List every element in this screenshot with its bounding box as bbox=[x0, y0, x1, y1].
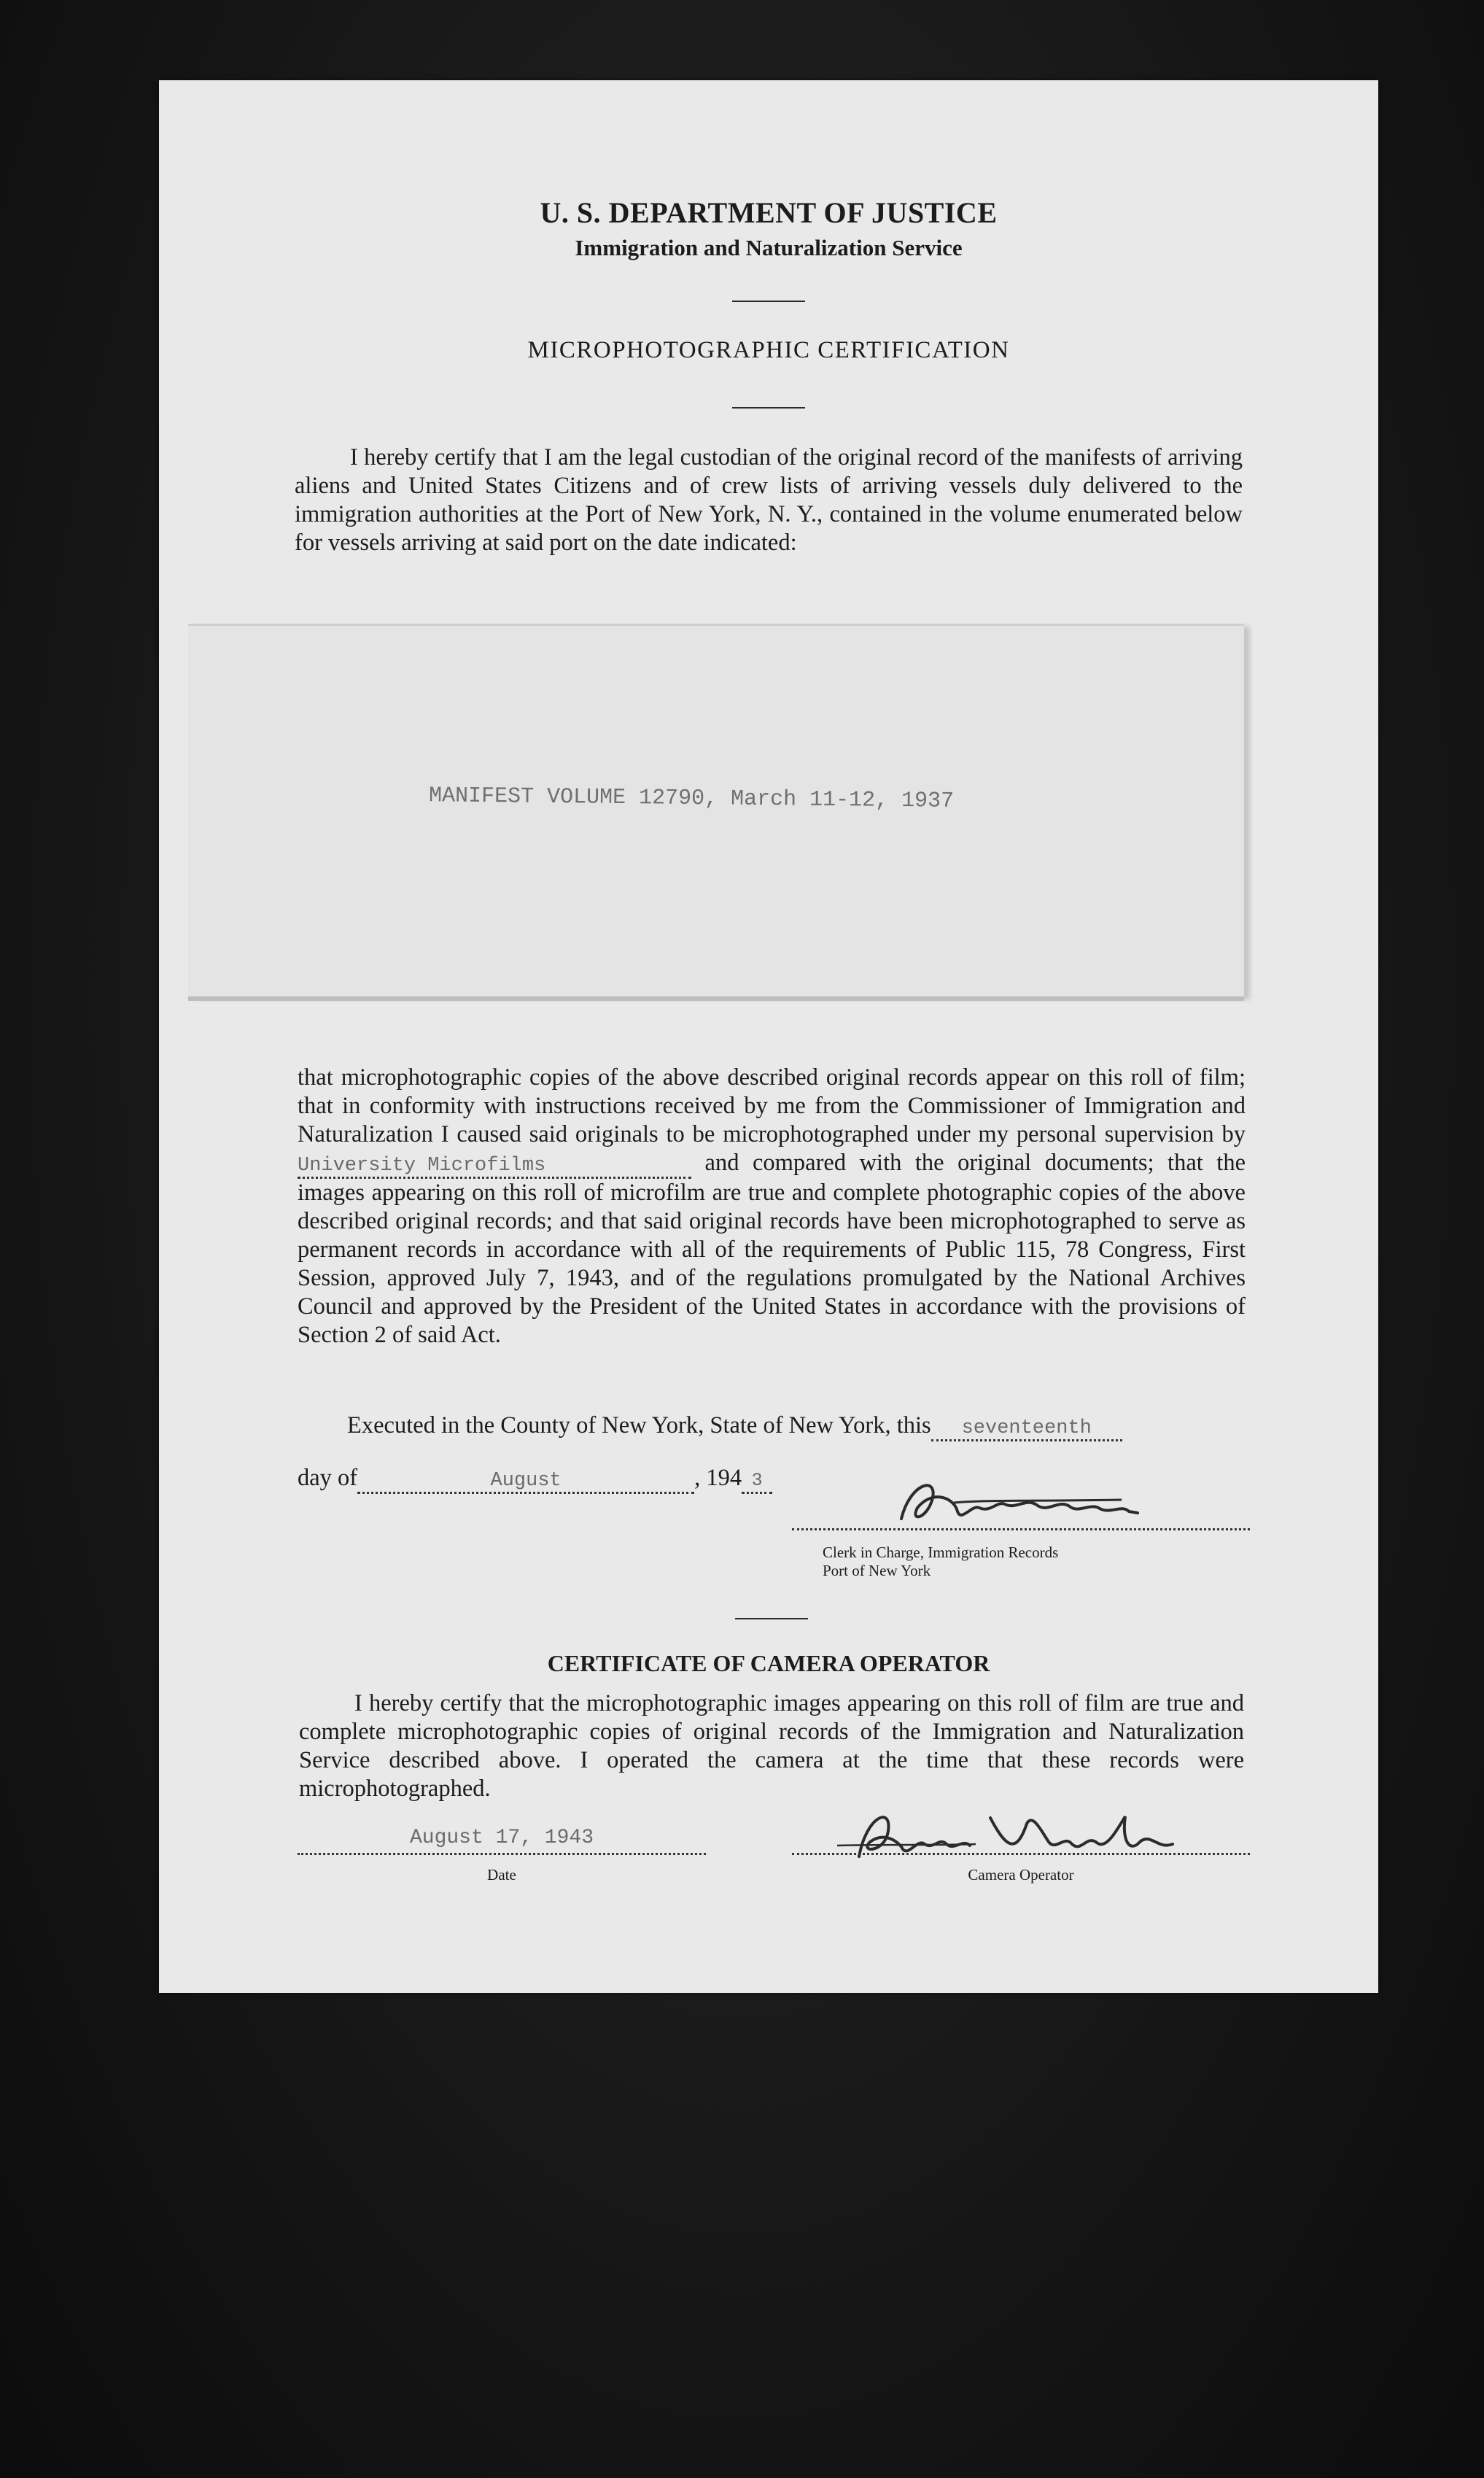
certification-text-part2: and compared with the original documents; that the images appearing on this roll of microfilm are true and complete photographic copies of the above described original records; and that said original records have been microphotographed to serve as permanent records in accordance with all of the requirements of Public 115, 78 Congress, First Session, approved July 7, 1943, and of the regulations promulgated by the National Archives Council and approved by the President of the United States in accordance with the provisions of Section 2 of said Act. bbox=[298, 1150, 1246, 1348]
day-field bbox=[931, 1414, 1122, 1441]
certification-text-part1: that microphotographic copies of the above described original records appear on this roll of film; that in conformity with instructions received by me from the Commissioner of Immigration and Naturalization I caused said originals to be microphotographed under my personal supervision by bbox=[298, 1064, 1246, 1147]
date-label: Date bbox=[487, 1866, 516, 1883]
clerk-title bbox=[823, 1544, 1058, 1580]
manifest-slip bbox=[188, 624, 1244, 996]
certification-paragraph bbox=[298, 1064, 1246, 1350]
section-heading: MICROPHOTOGRAPHIC CERTIFICATION bbox=[527, 337, 1010, 363]
intro-text: I hereby certify that I am the legal custodian of the original record of the manifests of arriving aliens and United States Citizens and of crew lists of arriving vessels duly delivered to the immigration authorities at the Port of New York, N. Y., contained in the volume enumerated below for vessels arriving at said port on the date indicated: bbox=[295, 444, 1243, 556]
clerk-title-line2: Port of New York bbox=[823, 1562, 931, 1579]
clerk-signature-line bbox=[792, 1528, 1250, 1530]
camera-paragraph bbox=[299, 1689, 1244, 1803]
section-divider bbox=[735, 1618, 808, 1619]
year-field bbox=[742, 1467, 772, 1494]
heading-divider bbox=[732, 407, 805, 409]
year-prefix: , 194 bbox=[694, 1465, 742, 1491]
date-line-rule bbox=[298, 1853, 706, 1855]
header-divider bbox=[732, 301, 805, 302]
day-value: seventeenth bbox=[961, 1417, 1092, 1439]
operator-label: Camera Operator bbox=[968, 1866, 1074, 1883]
year-digit: 3 bbox=[751, 1470, 763, 1491]
day-of-label: day of bbox=[298, 1465, 358, 1491]
camera-date-value: August 17, 1943 bbox=[409, 1827, 594, 1849]
service-subtitle: Immigration and Naturalization Service bbox=[575, 235, 963, 260]
date-line bbox=[298, 1465, 772, 1494]
camera-heading: CERTIFICATE OF CAMERA OPERATOR bbox=[547, 1650, 990, 1676]
supervisor-value: University Microfilms bbox=[298, 1155, 546, 1177]
supervisor-field bbox=[298, 1152, 691, 1179]
clerk-title-line1: Clerk in Charge, Immigration Records bbox=[823, 1544, 1059, 1561]
intro-paragraph bbox=[295, 444, 1243, 557]
operator-signature bbox=[830, 1802, 1209, 1867]
camera-date-field bbox=[298, 1827, 706, 1849]
manifest-volume-text: MANIFEST VOLUME 12790, March 11-12, 1937 bbox=[428, 783, 955, 814]
operator-signature-line bbox=[792, 1853, 1250, 1855]
executed-line bbox=[347, 1412, 1122, 1441]
month-value: August bbox=[490, 1470, 562, 1492]
month-field bbox=[357, 1467, 694, 1494]
camera-text: I hereby certify that the microphotographic images appearing on this roll of film are true and complete microphotographic copies of original records of the Immigration and Naturalization Service described above. I operated the camera at the time that these records were microphotographed. bbox=[299, 1690, 1244, 1802]
executed-prefix: Executed in the County of New York, State of New York, this bbox=[347, 1412, 931, 1439]
certificate-document bbox=[159, 80, 1378, 1993]
department-title: U. S. DEPARTMENT OF JUSTICE bbox=[540, 196, 998, 229]
